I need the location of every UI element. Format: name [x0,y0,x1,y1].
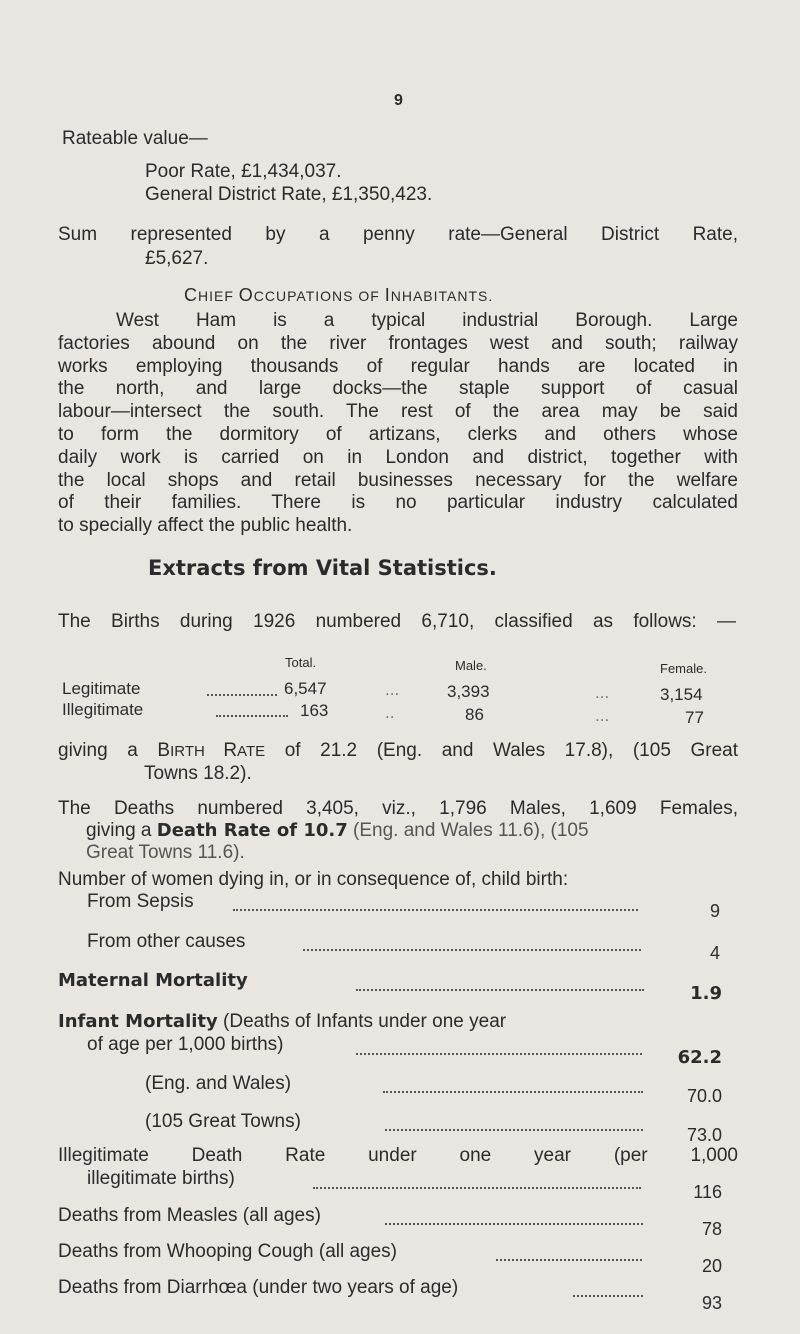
stat-illegitimate-death-rate-label: Illegitimate Death Rate under one year (per 1,000 [58,1145,738,1166]
rateable-heading: Rateable value— [62,128,208,149]
stat-measles-label: Deaths from Measles (all ages) [58,1205,321,1226]
stat-eng-wales-value: 70.0 [686,1086,722,1106]
row-illegitimate-female: 77 [685,708,704,727]
row-legitimate-male: 3,393 [447,682,490,701]
births-intro: The Births during 1926 numbered 6,710, classified as follows: — [58,611,736,632]
table-header-male: Male. [455,658,487,673]
row-legitimate-total: 6,547 [284,679,327,698]
row-legitimate-female: 3,154 [660,685,703,704]
leader-dots [496,1259,642,1261]
stat-other-causes-value: 4 [709,943,720,963]
leader-dots [303,949,641,951]
row-legitimate-label: Legitimate [62,679,141,698]
stat-whooping-cough-value: 20 [701,1256,722,1276]
stat-sepsis-label: From Sepsis [87,891,194,912]
table-header-female: Female. [660,661,707,676]
row-illegitimate-male: 86 [465,705,484,724]
leader-dots [313,1187,641,1189]
leader-dots [385,1223,643,1225]
stat-infant-mortality-value: 62.2 [677,1047,722,1068]
occupations-paragraph: West Ham is a typical industrial Borough. Large factories abound on the river frontages west and south; railway works employing thousands of regular hands are located in the north, and large docks—the staple support of casual labour—intersect the south. The rest of the area may be said to form the dormitory of artizans, clerks and others whose daily work is carried on in London and district, together with the local shops and retail businesses necessary for the welfare of their families. There is no particular industry calculated to specially affect the public health. [58,310,738,537]
ellipsis: ... [385,680,400,699]
leader-dots [356,1053,642,1055]
table-header-total: Total. [285,655,317,670]
stat-maternal-mortality-label: Maternal Mortality [58,970,248,991]
leader-dots [385,1129,643,1131]
deaths-line3: Great Towns 11.6). [86,842,245,863]
leader-dots [216,715,288,717]
stat-illegitimate-death-rate-label2: illegitimate births) [87,1168,235,1189]
stat-measles-value: 78 [701,1219,722,1239]
birth-rate-line1: giving a BIRTH RATE of 21.2 (Eng. and Wales 17.8), (105 Great [58,740,738,761]
leader-dots [573,1295,643,1297]
stat-eng-wales-label: (Eng. and Wales) [145,1073,292,1094]
leader-dots [356,989,644,991]
deaths-line2: giving a Death Rate of 10.7 (Eng. and Wales 11.6), (105 [86,820,589,841]
row-illegitimate-label: Illegitimate [62,700,144,719]
deaths-line1: The Deaths numbered 3,405, viz., 1,796 Males, 1,609 Females, [58,798,738,819]
leader-dots [383,1091,643,1093]
ellipsis: .. [385,703,395,722]
women-heading: Number of women dying in, or in consequence of, child birth: [58,869,569,890]
stat-diarrhoea-value: 93 [701,1293,722,1313]
leader-dots [233,909,638,911]
stat-illegitimate-death-rate-value: 116 [693,1182,722,1202]
stat-other-causes-label: From other causes [87,931,246,952]
stat-maternal-mortality-value: 1.9 [690,983,722,1004]
penny-rate-line1: Sum represented by a penny rate—General District Rate, [58,224,738,245]
general-district-rate: General District Rate, £1,350,423. [145,184,433,205]
row-illegitimate-total: 163 [300,701,329,720]
stat-diarrhoea-label: Deaths from Diarrhœa (under two years of age) [58,1277,459,1298]
ellipsis: ... [595,706,610,725]
vital-statistics-heading: Extracts from Vital Statistics. [148,556,497,580]
stat-great-towns-label: (105 Great Towns) [145,1111,301,1132]
stat-infant-mortality-label2: of age per 1,000 births) [87,1034,284,1055]
page-number: 9 [394,92,403,109]
stat-whooping-cough-label: Deaths from Whooping Cough (all ages) [58,1241,398,1262]
stat-sepsis-value: 9 [709,901,720,921]
occupations-heading: CHIEF OCCUPATIONS OF INHABITANTS. [184,285,494,305]
penny-rate-line2: £5,627. [145,248,209,269]
stat-great-towns-value: 73.0 [686,1125,722,1145]
leader-dots [207,694,277,696]
birth-rate-line2: Towns 18.2). [144,763,252,784]
stat-infant-mortality-label: Infant Mortality (Deaths of Infants under one year [58,1011,507,1032]
ellipsis: ... [595,683,610,702]
poor-rate: Poor Rate, £1,434,037. [145,161,342,182]
